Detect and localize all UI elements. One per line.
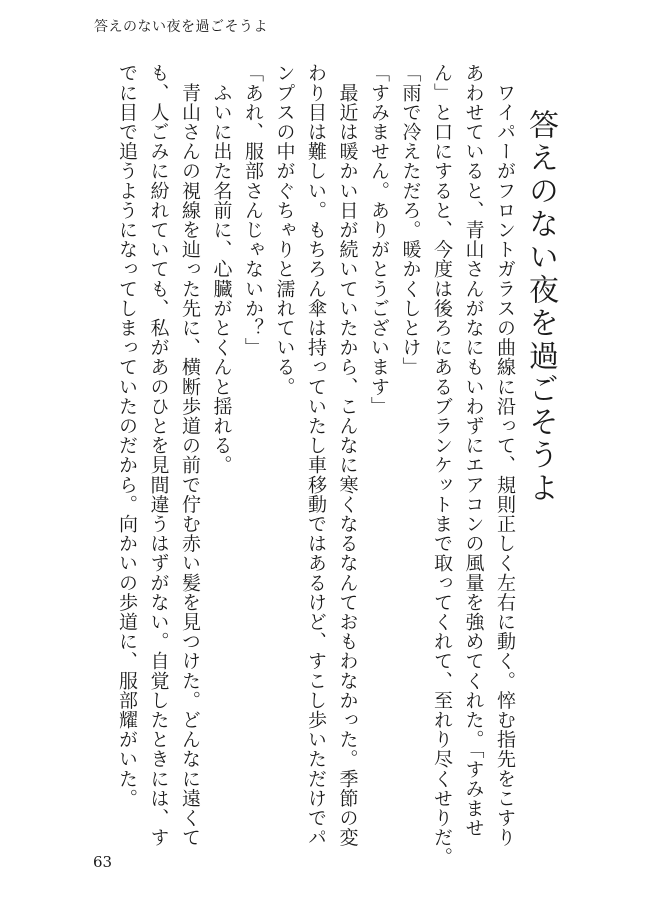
text-line: も、人ごみに紛れていても、私があのひとを見間違うはずがない。自覚したときには、す <box>147 63 170 847</box>
chapter-title: 答えのない夜を過ごそうよ <box>523 109 558 505</box>
text-line: あわせていると、青山さんがなにもいわずにエアコンの風量を強めてくれた。「すみませ <box>462 63 485 838</box>
text-line: 「雨で冷えただろ。暖かくしとけ」 <box>399 63 422 377</box>
text-line: わり目は難しい。もちろん傘は持っていたし車移動ではあるけど、すこし歩いただけでパ <box>305 63 327 847</box>
page-number: 63 <box>93 853 113 871</box>
text-line: ンプスの中がぐちゃりと濡れている。 <box>273 63 296 397</box>
text-line: 最近は暖かい日が続いていたから、こんなに寒くなるなんておもわなかった。季節の変 <box>336 63 359 847</box>
text-line: ん」と口にすると、今度は後ろにあるブランケットまで取ってくれて、至れり尽くせりだ。 <box>431 63 453 867</box>
text-line: でに目で追うようになってしまっていたのだから。向かいの歩道に、服部耀がいた。 <box>116 63 138 808</box>
text-line: 「あれ、服部さんじゃないか？」 <box>242 63 264 357</box>
text-line: 「すみません。ありがとうございます」 <box>368 63 390 416</box>
text-line: ワイパーがフロントガラスの曲線に沿って、規則正しく左右に動く。悴む指先をこすり <box>494 63 516 847</box>
text-line: ふいに出た名前に、心臓がとくんと揺れる。 <box>210 63 233 475</box>
running-head: 答えのない夜を過ごそうよ <box>94 19 268 35</box>
text-line: 青山さんの視線を辿った先に、横断歩道の前で佇む赤い髪を見つけた。どんなに遠くて <box>179 63 201 847</box>
